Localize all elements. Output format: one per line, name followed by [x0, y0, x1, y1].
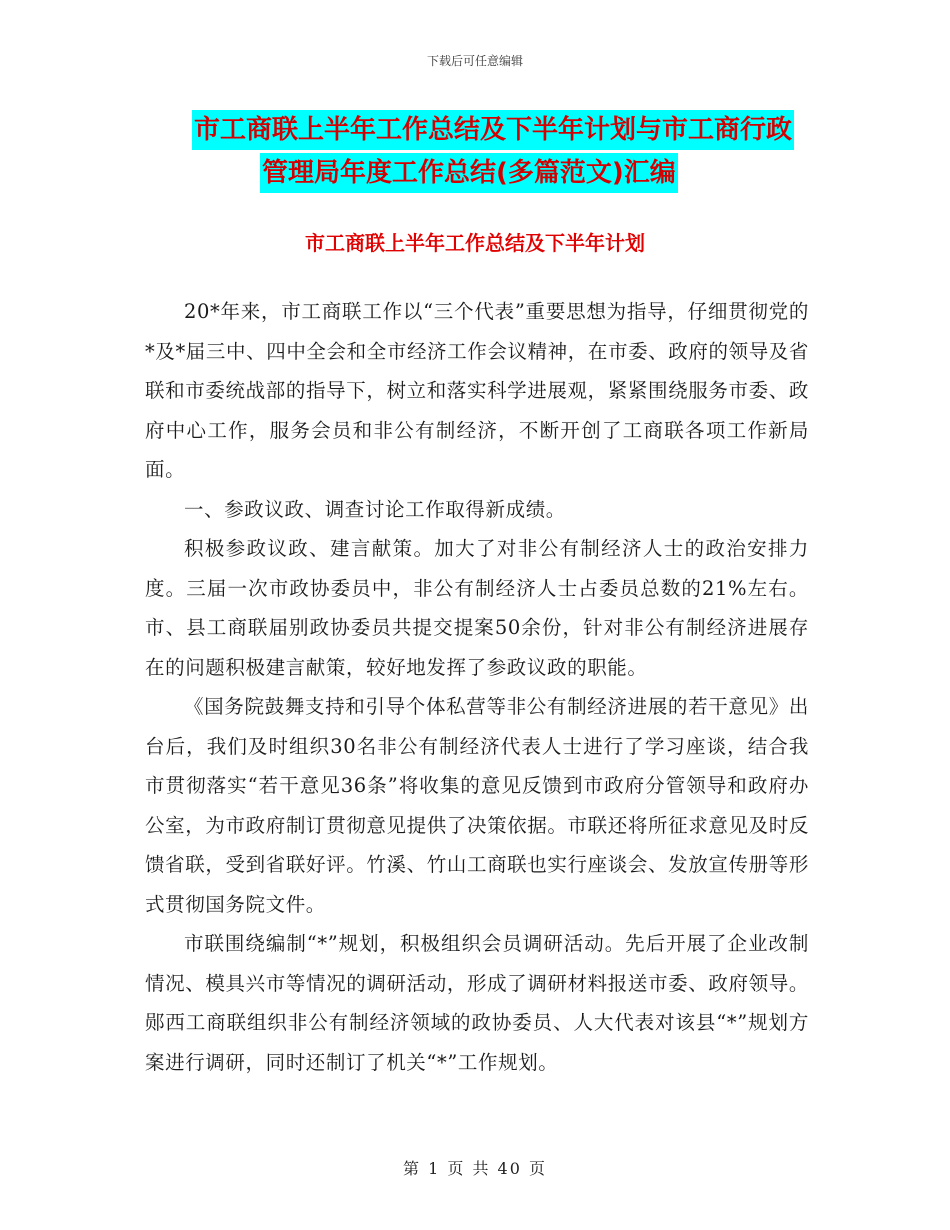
document-body	[145, 292, 809, 1082]
page-header-note: 下载后可任意编辑	[426, 54, 523, 68]
page-number: 第 1 页 共 40 页	[403, 1159, 547, 1178]
paragraph: 一、参政议政、调查讨论工作取得新成绩。	[184, 497, 566, 521]
paragraph: 积极参政议政、建言献策。加大了对非公有制经济人士的政治安排力度。三届一次市政协委员中，非公有制经济人士占委员总数的21%左右。市、县工商联届别政协委员共提交提案50余份，针对非公有制经济进展存在的问题积极建言献策，较好地发挥了参政议政的职能。	[145, 537, 809, 679]
paragraph: 市联围绕编制“*”规划，积极组织会员调研活动。先后开展了企业改制情况、模具兴市等情况的调研活动，形成了调研材料报送市委、政府领导。郧西工商联组织非公有制经济领域的政协委员、人大代表对该县“*”规划方案进行调研，同时还制订了机关“*”工作规划。	[145, 932, 809, 1074]
paragraph: 20*年来，市工商联工作以“三个代表”重要思想为指导，仔细贯彻党的*及*届三中、四中全会和全市经济工作会议精神，在市委、政府的领导及省联和市委统战部的指导下，树立和落实科学进展观，紧紧围绕服务市委、政府中心工作，服务会员和非公有制经济，不断开创了工商联各项工作新局面。	[145, 300, 809, 481]
document-title-line-1: 市工商联上半年工作总结及下半年计划与市工商行政	[192, 110, 794, 150]
paragraph: 《国务院鼓舞支持和引导个体私营等非公有制经济进展的若干意见》出台后，我们及时组织30名非公有制经济代表人士进行了学习座谈，结合我市贯彻落实“若干意见36条”将收集的意见反馈到市政府分管领导和政府办公室，为市政府制订贯彻意见提供了决策依据。市联还将所征求意见及时反馈省联，受到省联好评。竹溪、竹山工商联也实行座谈会、发放宣传册等形式贯彻国务院文件。	[145, 695, 809, 916]
document-title-line-2: 管理局年度工作总结(多篇范文)汇编	[260, 153, 678, 193]
section-title: 市工商联上半年工作总结及下半年计划	[305, 231, 645, 255]
